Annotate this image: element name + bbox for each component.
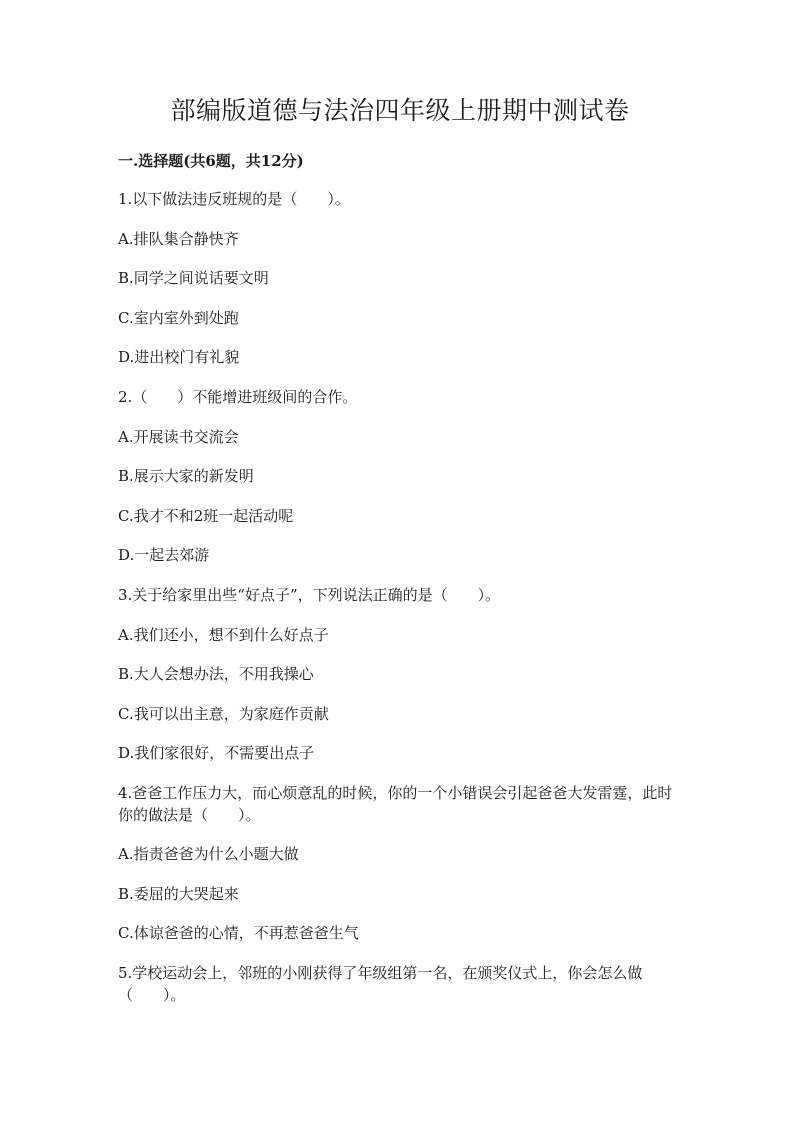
question-3-option-b: B.大人会想办法，不用我操心 [118, 665, 314, 683]
question-1-stem: 1.以下做法违反班规的是（ ）。 [118, 190, 350, 208]
question-1-option-b: B.同学之间说话要文明 [118, 269, 269, 287]
question-1-option-c: C.室内室外到处跑 [118, 309, 239, 327]
question-3-option-c: C.我可以出主意，为家庭作贡献 [118, 705, 329, 723]
section-heading: 一.选择题(共6题，共12分) [118, 152, 304, 170]
question-5-stem: 5.学校运动会上，邻班的小刚获得了年级组第一名，在颁奖仪式上，你会怎么做（ ）。 [118, 964, 643, 1004]
question-2-option-a: A.开展读书交流会 [118, 428, 239, 446]
question-4-option-a: A.指责爸爸为什么小题大做 [118, 845, 299, 863]
question-2-stem: 2.（ ）不能增进班级间的合作。 [118, 388, 358, 406]
question-4-stem: 4.爸爸工作压力大，而心烦意乱的时候，你的一个小错误会引起爸爸大发雷霆，此时你的做法是（ ）。 [118, 784, 673, 824]
question-2-option-d: D.一起去郊游 [118, 546, 210, 564]
question-3-stem: 3.关于给家里出些“好点子”，下列说法正确的是（ ）。 [118, 586, 501, 604]
question-1-option-d: D.进出校门有礼貌 [118, 348, 240, 366]
question-3-option-a: A.我们还小，想不到什么好点子 [118, 626, 329, 644]
page-title: 部编版道德与法治四年级上册期中测试卷 [170, 96, 630, 125]
question-4-option-c: C.体谅爸爸的心情，不再惹爸爸生气 [118, 924, 359, 942]
question-3-option-d: D.我们家很好，不需要出点子 [118, 744, 315, 762]
question-2-option-c: C.我才不和2班一起活动呢 [118, 507, 294, 525]
question-2-option-b: B.展示大家的新发明 [118, 467, 254, 485]
question-4-option-b: B.委屈的大哭起来 [118, 885, 239, 903]
question-1-option-a: A.排队集合静快齐 [118, 230, 239, 248]
